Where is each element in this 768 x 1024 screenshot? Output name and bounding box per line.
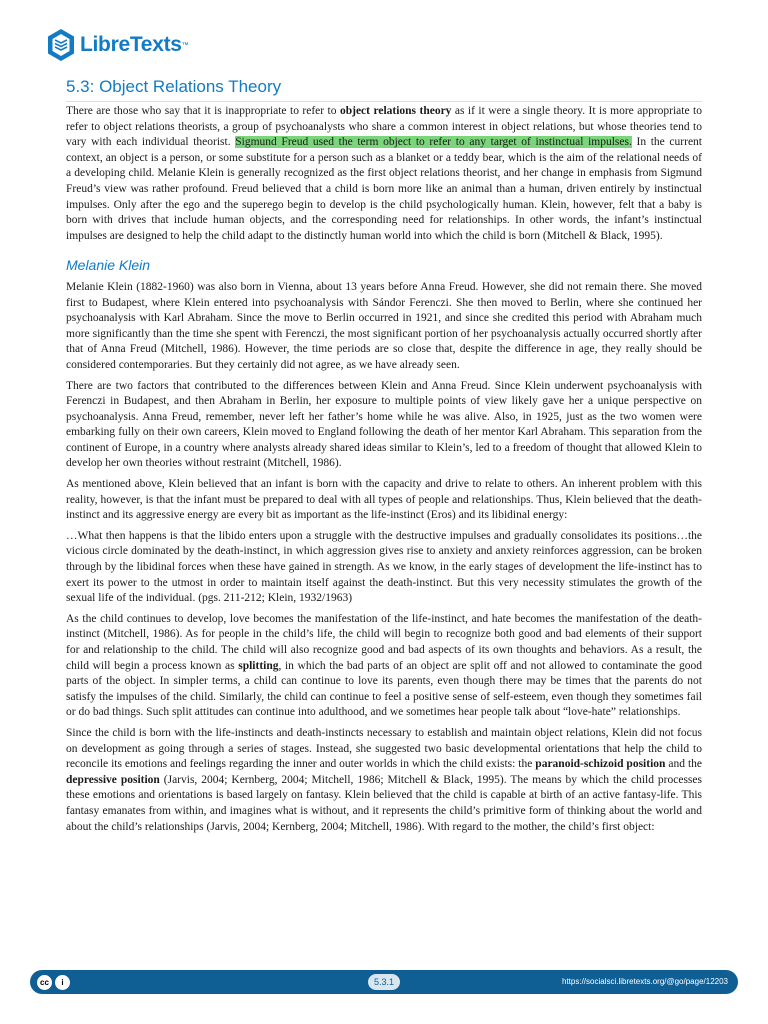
libretexts-logo-icon [46,28,76,62]
bold-term-paranoid-schizoid: paranoid-schizoid position [535,758,666,771]
klein-bio-paragraph: Melanie Klein (1882-1960) was also born in Vienna, about 13 years before Anna Freud. However, she did not remain there. She moved first to Budapest, where Klein entered into psychoanalysis with Sándor Ferenczi. She then moved to Berlin, where she continued her psychoanalysis with Karl Abraham. Since the move to Berlin occurred in 1921, and since she credited this period with Abraham much more significantly than the time she spent with Ferenczi, the most significant portion of her psychoanalysis actually occurred shortly after that of Anna Freud (Mitchell, 1986). However, the time periods are so close that, despite the difference in age, they really should be considered contemporaries. But they certainly did not agree, as we have already seen. [66,280,702,371]
bold-term-splitting: splitting [238,659,279,672]
attribution-icon: i [54,974,71,991]
page-url[interactable]: https://socialsci.libretexts.org/@go/page/12203 [562,977,728,986]
text-run: and the [665,758,703,771]
klein-factors-paragraph: There are two factors that contributed to the differences between Klein and Anna Freud. Since Klein underwent psychoanalysis with Ferenczi in Budapest, and then Abraham in Berlin, her exposure to multiple points of view likely gave her a unique perspective on psychoanalysis. Anna Freud, remember, never left her father’s home while he was alive. Also, in 1925, just as the two women were embarking fully on their own careers, Klein moved to England following the death of her mentor Karl Abraham. This separation from the continent of Europe, in a country where analysts already shared ideas similar to Klein’s, led to a freedom of thought that allowed Klein to develop her own theories without restraint (Mitchell, 1986). [66,379,702,470]
cc-license-badge[interactable] [36,972,72,992]
highlighted-text: Sigmund Freud used the term object to refer to any target of instinctual impulses. [235,136,632,149]
intro-paragraph [66,104,702,244]
text-run: Since the child is born with the life-instincts and death-instincts necessary to establish and maintain object relations, Klein did not focus on development as going through a series of stages. Instead, she suggested two basic developmental orientations that help the child to reconcile its emotions and feelings regarding the inner and outer worlds in which the child exists: the [66,726,702,771]
page-title: 5.3: Object Relations Theory [66,77,702,102]
splitting-paragraph [66,612,702,721]
block-quote: …What then happens is that the libido enters upon a struggle with the destructive impulses and gradually consolidates its positions…the vicious circle dominated by the death-instinct, in which aggression gives rise to anxiety and anxiety reinforces aggression, can be broken through by the libidinal forces when these have gained in strength. As we know, in the early stages of development the life-instinct has to exert its power to the utmost in order to maintain itself against the death-instinct. But this very necessity stimulates the growth of the sexual life of the individual. (pgs. 211-212; Klein, 1932/1963) [66,529,702,605]
logo-text: LibreTexts [80,33,182,56]
text-run: In the current context, an object is a person, or some substitute for a person such as a blanket or a teddy bear, which is the aim of the relational needs of a developing child. Melanie Klein is generally recognized as the first object relations theorist, and her change in emphasis from Sigmund Freud’s view was rather profound. Freud believed that a child is born more like an animal than a human, driven entirely by instinctual impulses. Only after the ego and the superego begin to develop is the child psychologically human. Klein, however, felt that a baby is born with drives that include human objects, and the corresponding need for relationships. In other words, the infant’s instinctual impulses are designed to help the child adapt to the distinctly human world into which the child is born (Mitchell & Black, 1995). [66,136,702,242]
cc-icon: cc [36,974,53,991]
text-run: There are those who say that it is inappropriate to refer to [66,105,340,117]
klein-instinct-paragraph: As mentioned above, Klein believed that an infant is born with the capacity and drive to relate to others. An inherent problem with this reality, however, is that the infant must be prepared to deal with all types of people and relationships. Thus, Klein believed that the death-instinct and its aggressive energy are every bit as important as the life-instinct (Eros) and its libidinal energy: [66,478,702,522]
logo-trademark: ™ [181,41,189,49]
text-run: , in which the bad parts of an object are split off and not allowed to contaminate the good parts of the object. In simpler terms, a child can continue to love its parents, even though there may be times that the parents do not satisfy the impulses of the child. Similarly, the child can continue to feel a positive sense of self-esteem, even though they sometimes fail or do bad things. Such split attitudes can continue into adulthood, and we sometimes hear people talk about “love-hate” relationships. [66,659,702,719]
section-heading-melanie-klein: Melanie Klein [66,257,151,274]
text-run: As the child continues to develop, love becomes the manifestation of the life-instinct, and hate becomes the manifestation of the death-instinct (Mitchell, 1986). As for people in the child’s life, the child will begin to recognize both good and bad elements of their support for and relationship to the child. The child will also recognize good and bad aspects of its own thoughts and behaviors. As a result, the child will begin a process known as [66,612,702,672]
bold-term-depressive-position: depressive position [66,773,160,786]
text-run: as if it were a single theory. It is more appropriate to refer to object relations theorists, a group of psychoanalysts who share a common interest in object relations, but whose theories tend to vary with each individual theorist. [66,105,702,149]
page-number: 5.3.1 [368,974,400,990]
libretexts-logo[interactable] [46,26,189,64]
bold-term-object-relations-theory: object relations theory [339,105,452,117]
text-run: (Jarvis, 2004; Kernberg, 2004; Mitchell, 1986; Mitchell & Black, 1995). The means by which the child processes these emotions and orientations is based largely on fantasy. Klein believed that the child is capable at birth of an active fantasy-life. This fantasy emanates from within, and imagines what is without, and it represents the child’s primitive form of thinking about the world and about the child’s relationships (Jarvis, 2004; Kernberg, 2004; Mitchell, 1986). With regard to the mother, the child’s first object: [66,773,702,833]
footer-bar [30,970,738,994]
positions-paragraph [66,726,702,835]
article-body [66,104,702,840]
